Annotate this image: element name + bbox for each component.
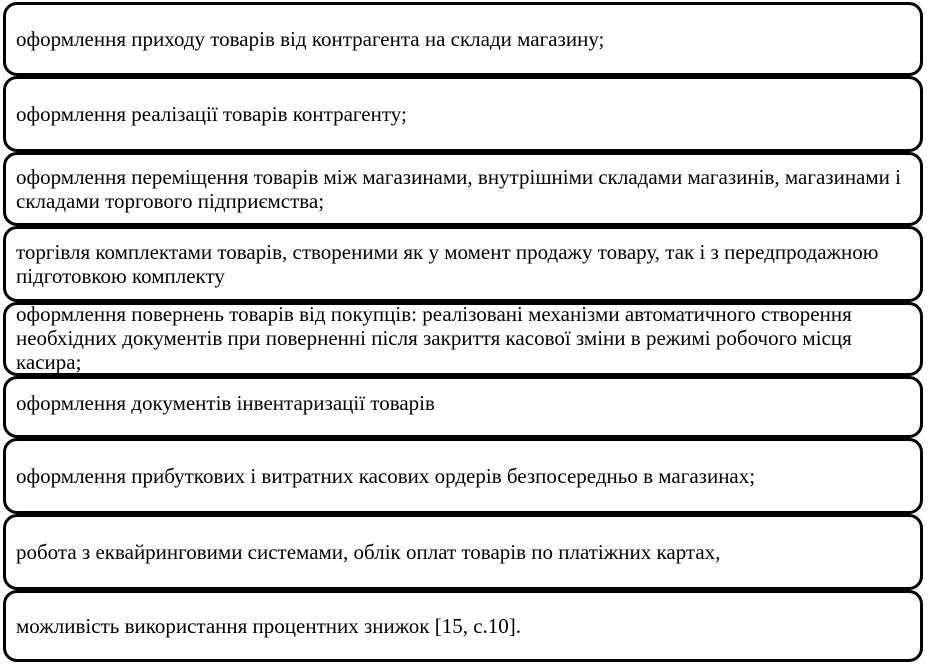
list-item-text: оформлення приходу товарів від контрагента на склади магазину; [16, 27, 605, 51]
list-item [3, 2, 923, 76]
list-item [3, 514, 923, 590]
list-item-text: оформлення реалізації товарів контрагенту; [16, 102, 407, 126]
list-item [3, 438, 923, 514]
list-item [3, 76, 923, 152]
list-item-text: робота з еквайринговими системами, облік оплат товарів по платіжних картах, [16, 540, 721, 564]
list-item [3, 226, 923, 302]
list-item-text: оформлення повернень товарів від покупців: реалізовані механізми автоматичного створення необхідних документів при поверненні після закриття касової зміни в режимі робочого місця касира; [16, 302, 852, 374]
list-item [3, 376, 923, 438]
list-item-text: торгівля комплектами товарів, створеними як у момент продажу товару, так і з передпродажною підготовкою комплекту [16, 240, 879, 288]
list-item [3, 152, 923, 226]
list-item [3, 590, 923, 662]
list-item-text: оформлення прибуткових і витратних касових ордерів безпосередньо в магазинах; [16, 464, 756, 488]
list-item-text: оформлення документів інвентаризації товарів [16, 391, 435, 415]
list-item [3, 302, 923, 376]
list-item-text: оформлення переміщення товарів між магазинами, внутрішніми складами магазинів, магазинами і складами торгового підприємства; [16, 165, 901, 213]
list-item-text: можливість використання процентних знижок [15, с.10]. [16, 614, 522, 638]
